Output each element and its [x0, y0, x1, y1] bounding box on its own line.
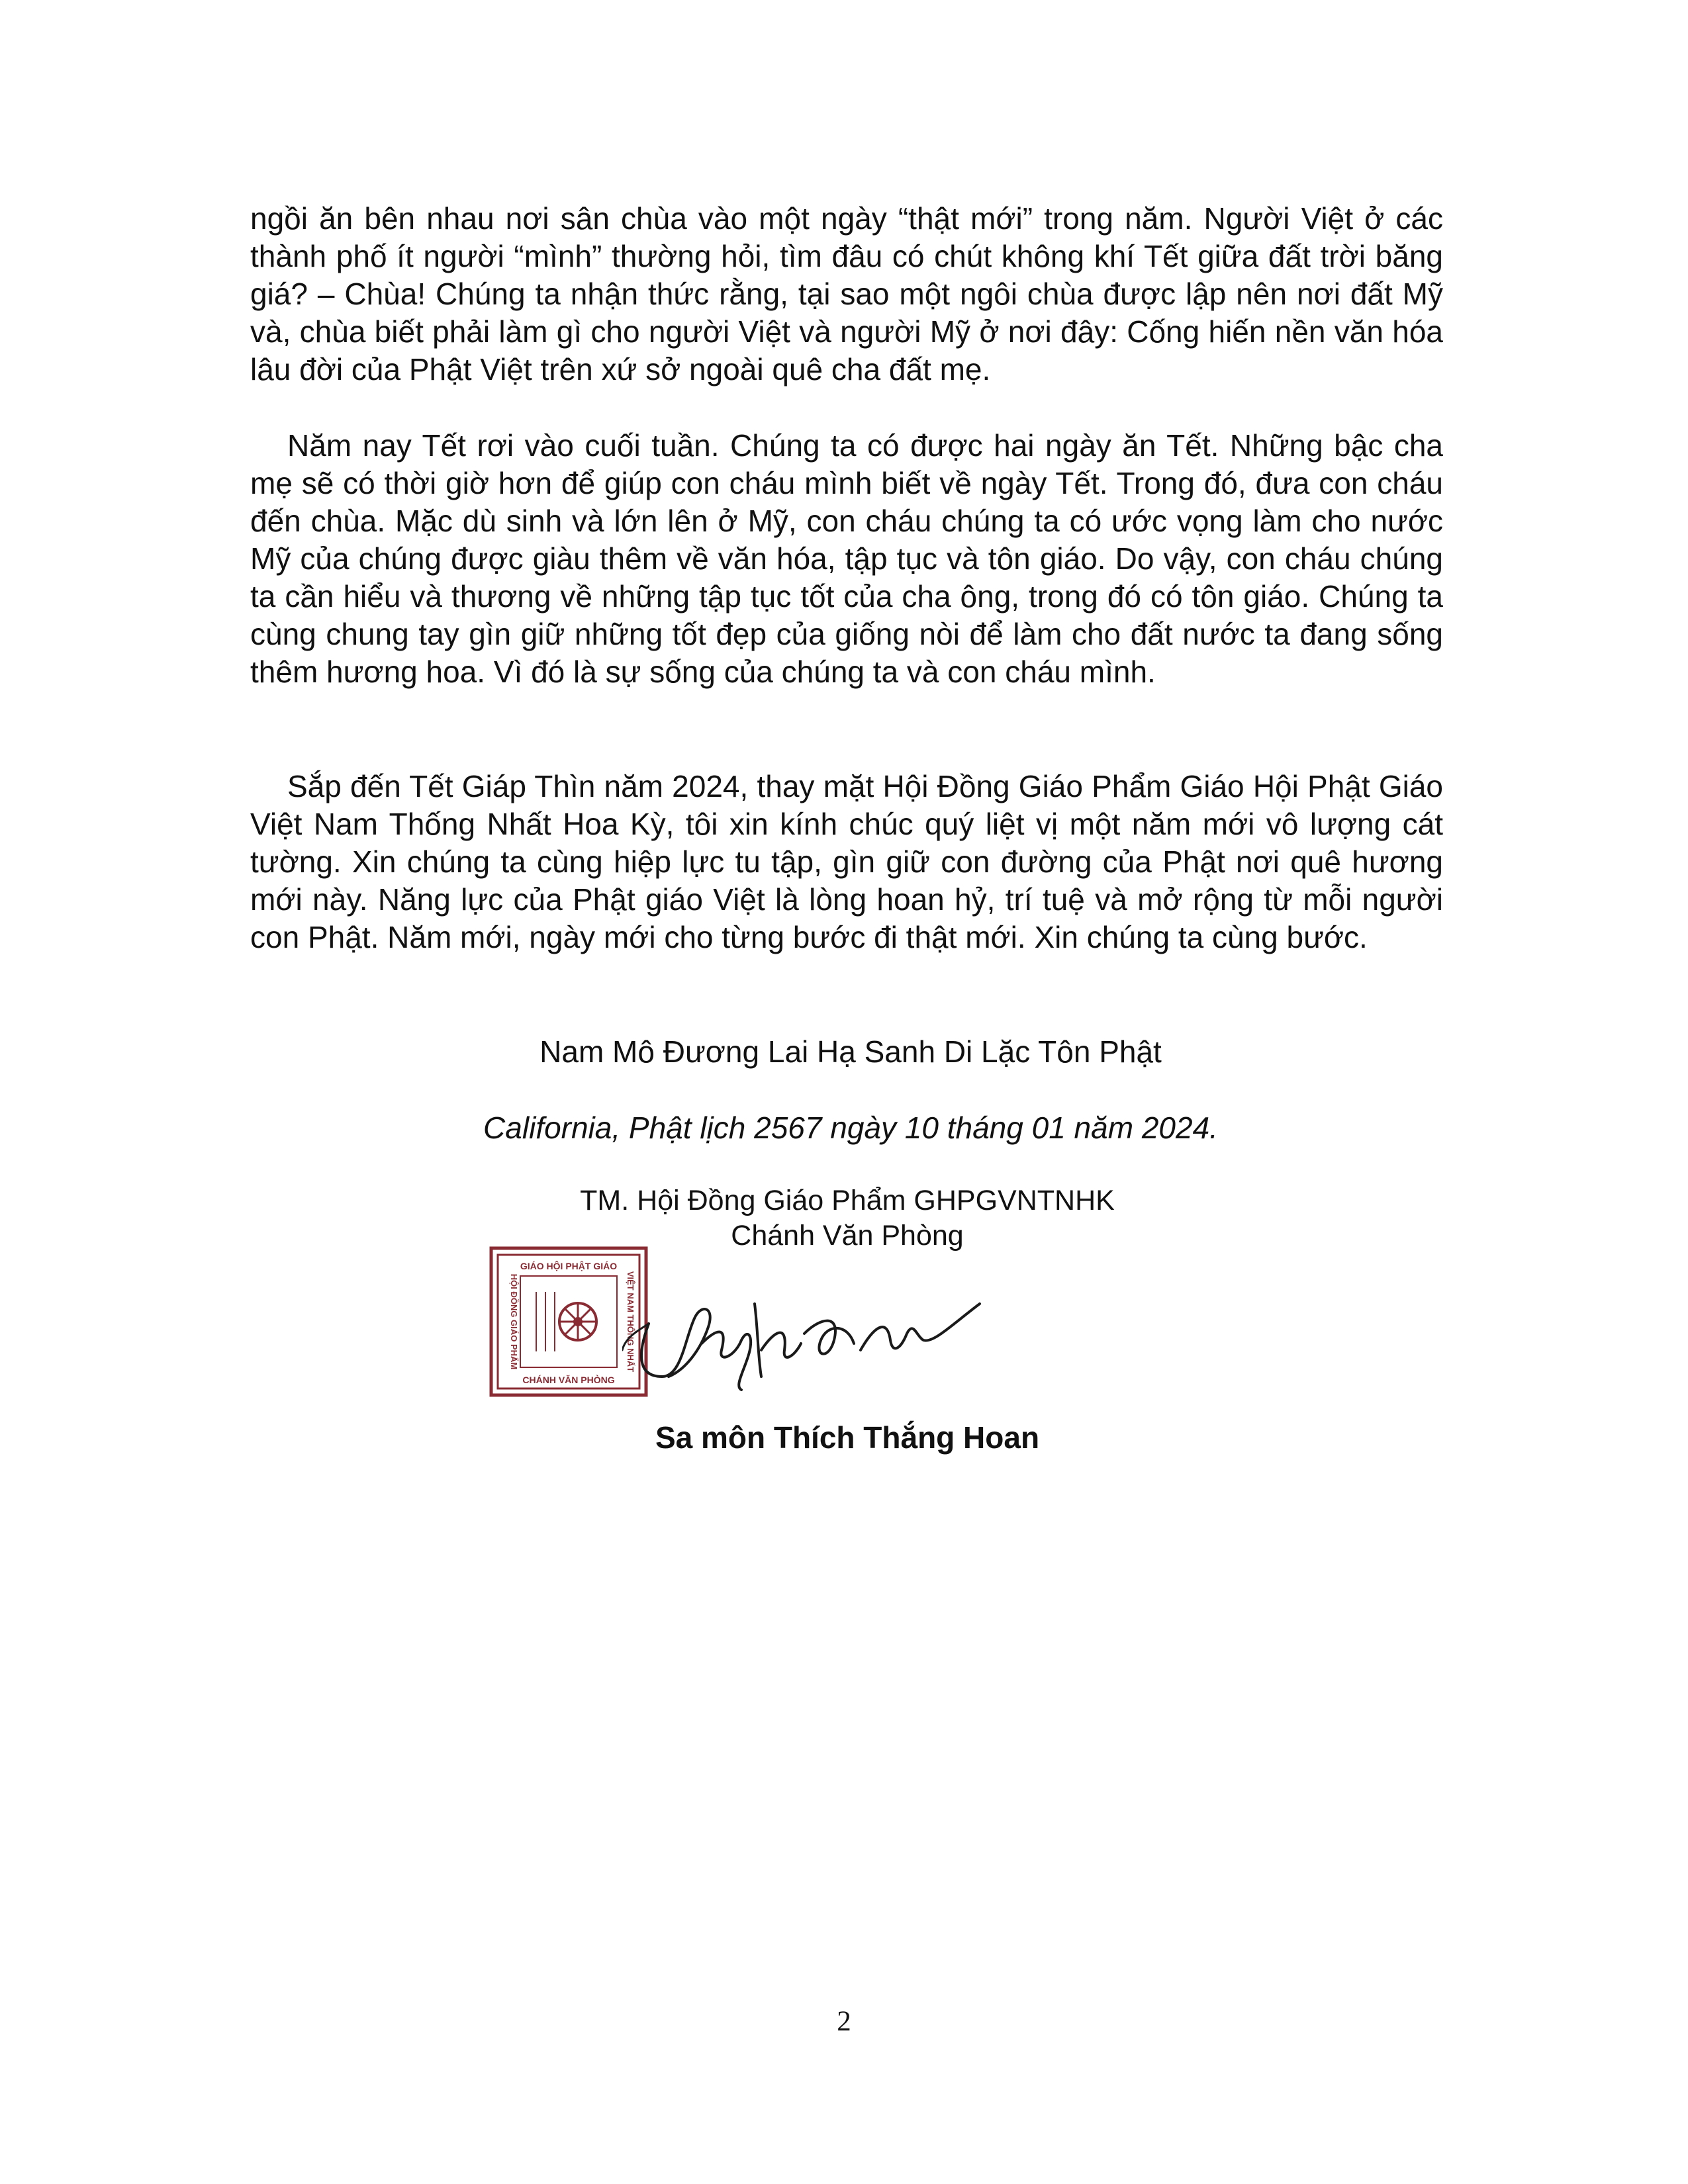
paragraph-2: Năm nay Tết rơi vào cuối tuần. Chúng ta có được hai ngày ăn Tết. Những bậc cha mẹ sẽ có thời giờ hơn để giúp con cháu mình biết về ngày Tết. Trong đó, đưa con cháu đến chùa. Mặc dù sinh và lớn lên ở Mỹ, con cháu chúng ta có ước vọng làm cho nước Mỹ của chúng được giàu thêm về văn hóa, tập tục và tôn giáo. Do vậy, con cháu chúng ta cần hiểu và thương về những tập tục tốt của cha ông, trong đó có tôn giáo. Chúng ta cùng chung tay gìn giữ những tốt đẹp của giống nòi để làm cho đất nước ta đang sống thêm hương hoa. Vì đó là sự sống của chúng ta và con cháu mình.	[250, 428, 1443, 689]
seal-text-left: HỘI ĐỒNG GIÁO PHẨM	[509, 1273, 519, 1370]
seal-text-top: GIÁO HỘI PHẬT GIÁO	[520, 1261, 618, 1271]
paragraph-3: Sắp đến Tết Giáp Thìn năm 2024, thay mặt Hội Đồng Giáo Phẩm Giáo Hội Phật Giáo Việt Nam Thống Nhất Hoa Kỳ, tôi xin kính chúc quý liệt vị một năm mới vô lượng cát tường. Xin chúng ta cùng hiệp lực tu tập, gìn giữ con đường của Phật nơi quê hương mới này. Năng lực của Phật giáo Việt là lòng hoan hỷ, trí tuệ và mở rộng từ mỗi người con Phật. Năm mới, ngày mới cho từng bước đi thật mới. Xin chúng ta cùng bước.	[250, 769, 1443, 954]
handwritten-signature	[622, 1277, 1006, 1396]
seal-text-right: VIỆT NAM THỐNG NHẤT	[626, 1271, 635, 1373]
dharma-wheel-icon	[559, 1303, 596, 1340]
signature-role: Chánh Văn Phòng	[731, 1220, 964, 1251]
signer-name: Sa môn Thích Thắng Hoan	[655, 1420, 1040, 1455]
paragraph-1: ngồi ăn bên nhau nơi sân chùa vào một ngày “thật mới” trong năm. Người Việt ở các thành phố ít người “mình” thường hỏi, tìm đâu có chút không khí Tết giữa đất trời băng giá? – Chùa! Chúng ta nhận thức rằng, tại sao một ngôi chùa được lập nên nơi đất Mỹ và, chùa biết phải làm gì cho người Việt và người Mỹ ở nơi đây: Cống hiến nền văn hóa lâu đời của Phật Việt trên xứ sở ngoài quê cha đất mẹ.	[250, 201, 1443, 387]
invocation-line: Nam Mô Đương Lai Hạ Sanh Di Lặc Tôn Phật	[539, 1034, 1162, 1069]
seal-text-bottom: CHÁNH VĂN PHÒNG	[522, 1375, 615, 1385]
page-number: 2	[837, 2006, 851, 2037]
dateline: California, Phật lịch 2567 ngày 10 tháng 01 năm 2024.	[483, 1111, 1218, 1145]
signature-title: TM. Hội Đồng Giáo Phẩm GHPGVNTNHK	[580, 1185, 1115, 1216]
